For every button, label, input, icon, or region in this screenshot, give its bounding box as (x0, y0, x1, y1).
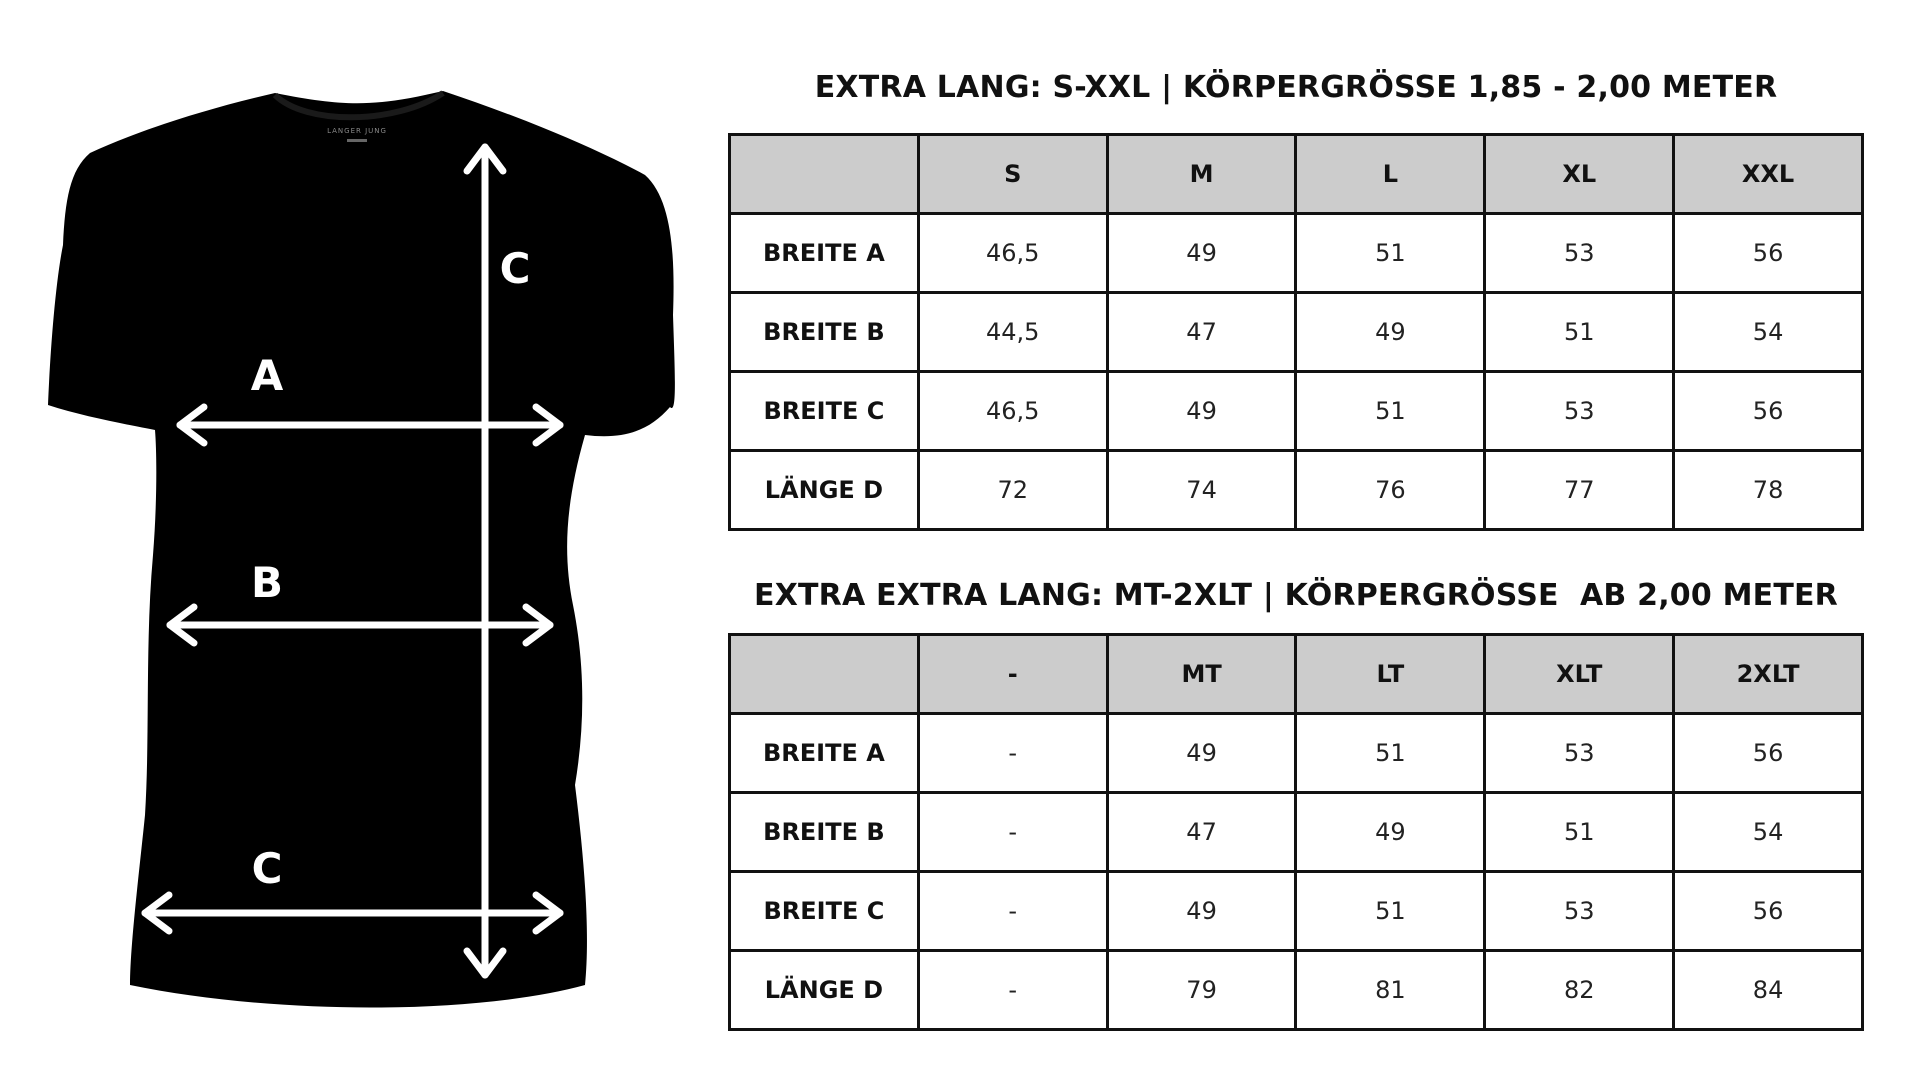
header-cell: XL (1485, 135, 1674, 214)
table-cell: 76 (1296, 451, 1485, 530)
table-row (730, 714, 1863, 793)
table-cell: 82 (1485, 951, 1674, 1030)
table-cell: 53 (1485, 872, 1674, 951)
tshirt-silhouette (48, 91, 675, 1008)
table-header-row (730, 635, 1863, 714)
table-cell: - (918, 951, 1107, 1030)
header-cell: LT (1296, 635, 1485, 714)
header-cell: L (1296, 135, 1485, 214)
table-cell: 56 (1674, 372, 1863, 451)
table-cell: 53 (1485, 372, 1674, 451)
header-cell: XLT (1485, 635, 1674, 714)
table-cell: 56 (1674, 714, 1863, 793)
table-cell: 81 (1296, 951, 1485, 1030)
row-label: BREITE B (730, 793, 919, 872)
table-cell: 51 (1296, 872, 1485, 951)
table-cell: 49 (1296, 293, 1485, 372)
table-cell: 46,5 (918, 372, 1107, 451)
table-cell: 49 (1107, 714, 1296, 793)
table-cell: 56 (1674, 872, 1863, 951)
row-label: BREITE A (730, 714, 919, 793)
table-cell: 53 (1485, 214, 1674, 293)
table-cell: 49 (1107, 372, 1296, 451)
tshirt-diagram (45, 85, 685, 1015)
table-title-extra-extra-lang: EXTRA EXTRA LANG: MT-2XLT | KÖRPERGRÖSSE AB 2,00 METER (754, 578, 1838, 613)
table-cell: - (918, 714, 1107, 793)
table-cell: 46,5 (918, 214, 1107, 293)
table-cell: 49 (1296, 793, 1485, 872)
table-cell: 44,5 (918, 293, 1107, 372)
table-cell: - (918, 872, 1107, 951)
header-cell: S (918, 135, 1107, 214)
table-cell: 54 (1674, 293, 1863, 372)
table-cell: 51 (1485, 793, 1674, 872)
table-cell: 49 (1107, 872, 1296, 951)
header-cell: XXL (1674, 135, 1863, 214)
header-cell (730, 635, 919, 714)
table-cell: - (918, 793, 1107, 872)
table-row (730, 451, 1863, 530)
table-cell: 54 (1674, 793, 1863, 872)
table-row (730, 293, 1863, 372)
arrow-label-b: B (250, 558, 284, 607)
table-header-row (730, 135, 1863, 214)
arrow-label-a: A (250, 351, 284, 400)
table-cell: 51 (1296, 372, 1485, 451)
table-row (730, 214, 1863, 293)
table-cell: 51 (1296, 214, 1485, 293)
row-label: BREITE C (730, 872, 919, 951)
table-cell: 53 (1485, 714, 1674, 793)
row-label: LÄNGE D (730, 951, 919, 1030)
table-cell: 72 (918, 451, 1107, 530)
brand-label: LANGER JUNG (327, 127, 387, 135)
table-cell: 51 (1485, 293, 1674, 372)
table-cell: 47 (1107, 293, 1296, 372)
row-label: BREITE A (730, 214, 919, 293)
row-label: LÄNGE D (730, 451, 919, 530)
table-row (730, 872, 1863, 951)
arrow-label-c-top: C (499, 244, 531, 293)
row-label: BREITE B (730, 293, 919, 372)
table-cell: 77 (1485, 451, 1674, 530)
table-cell: 56 (1674, 214, 1863, 293)
header-cell: 2XLT (1674, 635, 1863, 714)
size-table-extra-extra-lang (728, 633, 1864, 1031)
header-cell: M (1107, 135, 1296, 214)
row-label: BREITE C (730, 372, 919, 451)
table-cell: 47 (1107, 793, 1296, 872)
arrow-label-c-hem: C (251, 844, 283, 893)
table-cell: 51 (1296, 714, 1485, 793)
header-cell: MT (1107, 635, 1296, 714)
table-cell: 78 (1674, 451, 1863, 530)
table-title-extra-lang: EXTRA LANG: S-XXL | KÖRPERGRÖSSE 1,85 - 2,00 METER (814, 70, 1778, 105)
table-row (730, 951, 1863, 1030)
table-cell: 84 (1674, 951, 1863, 1030)
header-cell: - (918, 635, 1107, 714)
table-cell: 79 (1107, 951, 1296, 1030)
table-row (730, 372, 1863, 451)
size-table-extra-lang (728, 133, 1864, 531)
table-cell: 49 (1107, 214, 1296, 293)
table-cell: 74 (1107, 451, 1296, 530)
header-cell (730, 135, 919, 214)
table-row (730, 793, 1863, 872)
